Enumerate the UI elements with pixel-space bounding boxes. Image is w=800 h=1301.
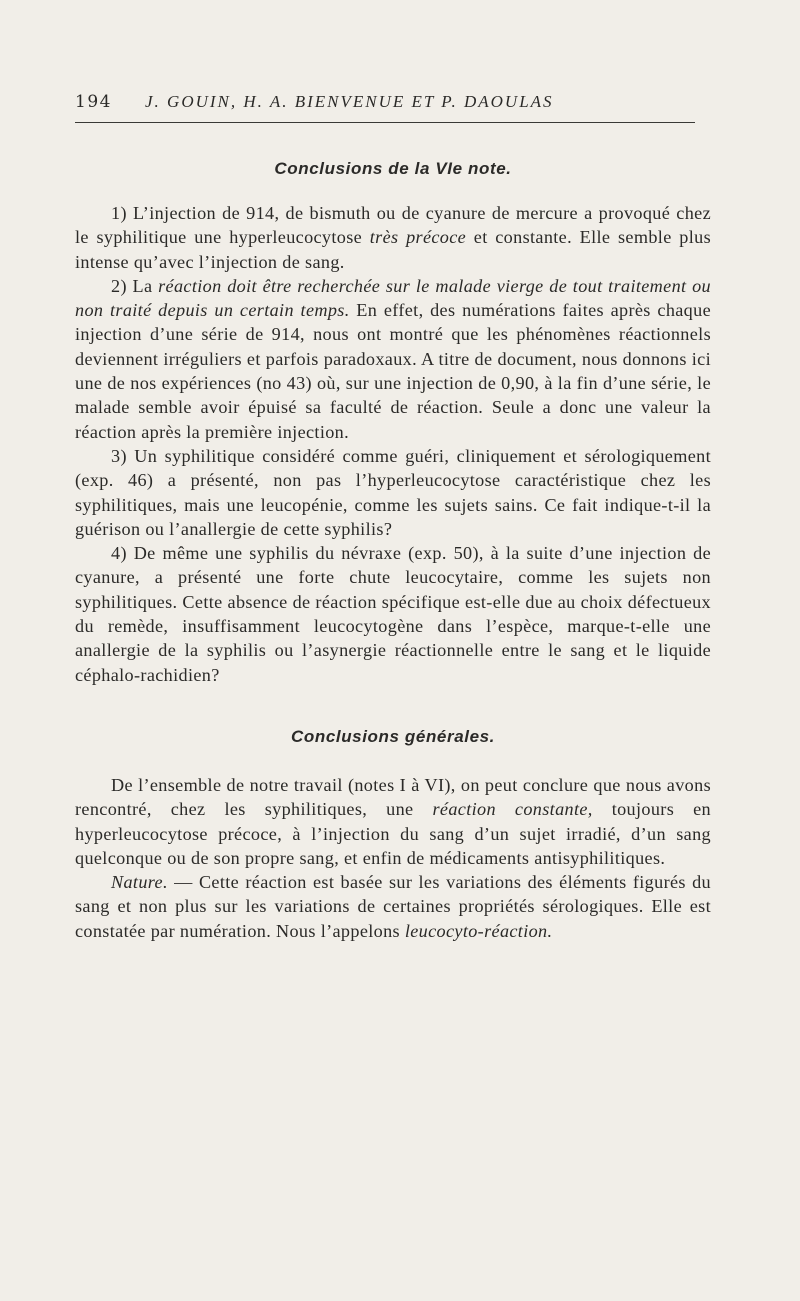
paragraph-2-text-a: 2) La xyxy=(111,275,159,296)
header-rule xyxy=(75,122,695,123)
paragraph-6-emphasis-lead: Nature. xyxy=(111,872,168,893)
paragraph-4: 4) De même une syphilis du névraxe (exp. 50), à la suite d’une injection de cyanure, a présenté une forte chute leucocytaire, comme les sujets non syphilitiques. Cette absence de réaction spécifique est-elle due au choix défectueux du remède, insuffisamment leucocytogène dans l’espèce, marque-t-elle une anallergie de la syphilis ou l’asynergie réactionnelle entre le sang et le liquide céphalo-rachidien? xyxy=(75,543,711,685)
paragraph-1-emphasis: très précoce xyxy=(369,227,467,248)
paragraph-6 xyxy=(75,870,711,943)
page-number: 194 xyxy=(75,92,112,112)
paragraph-5 xyxy=(75,773,711,870)
paragraph-1-text-a: 1) L’injection de 914, de bismuth ou de cyanure de mercure a provoqué chez le syphilitique une hyperleucocytose xyxy=(75,203,711,248)
paragraph-5-text-a: De l’ensemble de notre travail (notes I à VI), on peut conclure que nous avons rencontré, chez les syphilitiques, une xyxy=(75,774,711,820)
page xyxy=(75,92,711,943)
paragraph-5-emphasis: réaction constante, xyxy=(432,799,593,820)
paragraph-6-emphasis-term: leucocyto-réaction. xyxy=(404,920,553,941)
paragraph-2-emphasis: réaction doit être recherchée sur le malade vierge de tout traitement ou non traité depuis un certain temps. xyxy=(75,275,712,321)
paragraph-2-text-c: En effet, des numérations faites après chaque injection d’une série de 914, nous ont montré que les phénomènes réactionnels deviennent irréguliers et parfois paradoxaux. A titre de document, nous donnons ici une de nos expériences (no 43) où, sur une injection de 0,90, à la fin d’une série, le malade semble avoir épuisé sa faculté de réaction. Seule a donc une valeur la réaction après la première injection. xyxy=(75,300,711,442)
paragraph-1-text-c: et constante. Elle semble plus intense qu’avec l’injection de sang. xyxy=(75,227,712,272)
section-heading-general-conclusions: Conclusions générales. xyxy=(290,726,496,746)
section-heading-conclusions-vi: Conclusions de la VIe note. xyxy=(274,159,512,178)
paragraph-5-text-c: toujours en hyperleucocytose précoce, à l’injection du sang d’un sujet irradié, d’un sang quelconque ou de son propre sang, et enfin de médicaments antisyphilitiques. xyxy=(75,799,712,868)
running-head xyxy=(75,92,711,118)
paragraph-2 xyxy=(75,274,711,444)
paragraph-3: 3) Un syphilitique considéré comme guéri, cliniquement et sérologiquement (exp. 46) a présenté, non pas l’hyperleucocytose caractéristique chez les syphilitiques, mais une leucopénie, comme les sujets sains. Ce fait indique-t-il la guérison ou l’anallergie de cette syphilis? xyxy=(75,445,711,539)
paragraph-1 xyxy=(75,201,711,274)
running-head-authors: J. GOUIN, H. A. BIENVENUE ET P. DAOULAS xyxy=(145,92,554,111)
paragraph-6-text-b: — Cette réaction est basée sur les variations des éléments figurés du sang et non plus sur les variations de certaines propriétés sérologiques. Elle est constatée par numération. Nous l’appelons xyxy=(75,872,711,941)
